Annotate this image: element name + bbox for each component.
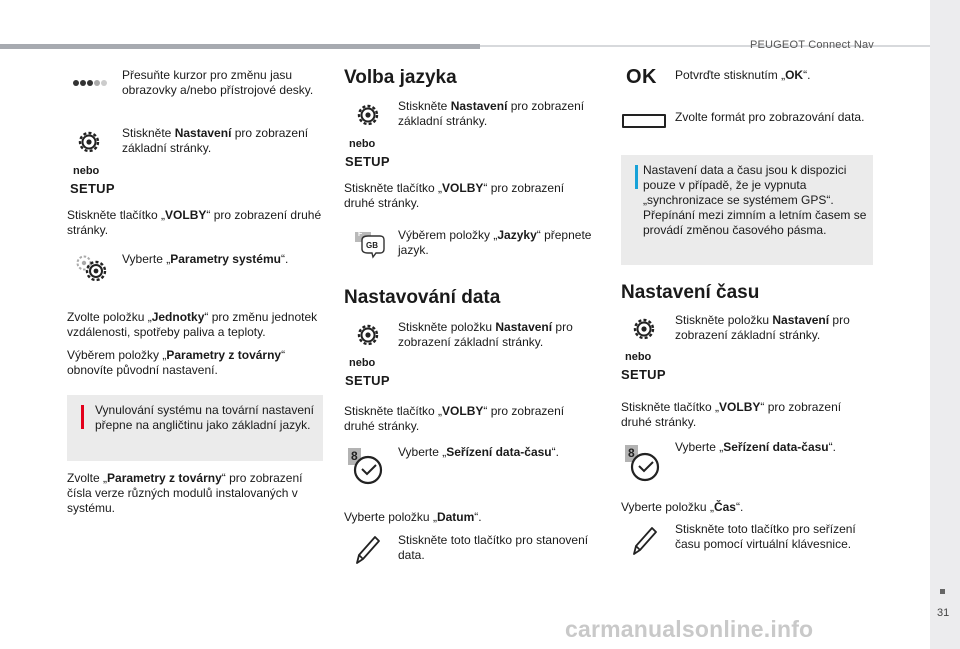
units-text: Zvolte položku „Jednotky“ pro změnu jednotek vzdálenosti, spotřeby paliva a teploty. [67,310,318,339]
language-flag-icon: F GB [352,228,386,260]
setup-button-label: SETUP [70,181,115,196]
settings-gear-icon [355,102,381,128]
settings-gear-icon [631,316,657,342]
move-cursor-text: Přesuňte kurzor pro změnu jasu obrazovky a/nebo přístrojové desky. [122,68,314,97]
nebo-label: nebo [625,351,652,363]
nebo-label: nebo [349,138,376,150]
press-volby-text: Stiskněte tlačítko „VOLBY“ pro zobrazení druhé stránky. [344,404,565,433]
press-volby-text: Stiskněte tlačítko „VOLBY“ pro zobrazení druhé stránky. [67,208,322,237]
info-note-text: Nastavení data a času jsou k dispozici pouze v případě, že je vypnuta „synchronizace se systémem GPS“. Přepínání mezi zimním a letním časem se provádí změnou časového pásma. [643,163,867,237]
select-time-text: Vyberte položku „Čas“. [621,500,744,514]
warning-note-text: Vynulování systému na tovární nastavení přepne na angličtinu jako základní jazyk. [95,403,315,432]
settings-gear-icon [355,322,381,348]
language-section-title: Volba jazyka [344,67,457,88]
setup-button-label: SETUP [345,373,390,388]
pencil-icon [353,533,381,567]
press-set-date-text: Stiskněte toto tlačítko pro stanovení data. [398,533,589,562]
press-settings-item-text: Stiskněte položku Nastavení pro zobrazení základní stránky. [675,313,850,342]
press-settings-text: Stiskněte Nastavení pro zobrazení základní stránky. [122,126,309,155]
page-number: 31 [937,607,950,619]
ok-button-icon: OK [626,66,657,88]
factory-reset-text: Výběrem položky „Parametry z továrny“ obnovíte původní nastavení. [67,348,286,377]
select-system-text: Vyberte „Parametry systému“. [122,252,289,266]
setup-button-label: SETUP [345,154,390,169]
pencil-icon [630,524,658,558]
choose-format-text: Zvolte formát pro zobrazování data. [675,110,865,124]
warning-note [67,395,323,461]
page-edge-strip [930,0,960,649]
select-date-text: Vyberte položku „Datum“. [344,510,482,524]
manual-title: PEUGEOT Connect Nav [749,39,874,51]
dots-icon [72,79,108,87]
info-icon [635,165,638,189]
format-selector-icon [622,114,666,128]
press-settings-item-text: Stiskněte položku Nastavení pro zobrazení základní stránky. [398,320,573,349]
versions-text: Zvolte „Parametry z továrny“ pro zobrazení čísla verze různých modulů instalovaných v systému. [67,471,303,515]
press-volby-text: Stiskněte tlačítko „VOLBY“ pro zobrazení druhé stránky. [621,400,842,429]
system-gears-icon [74,252,110,284]
info-note [621,155,873,265]
date-time-clock-icon: 8 [348,448,384,486]
date-section-title: Nastavování data [344,287,501,308]
settings-gear-icon [76,129,102,155]
page-marker [940,589,945,594]
press-settings-text: Stiskněte Nastavení pro zobrazení základní stránky. [398,99,585,128]
setup-button-label: SETUP [621,367,666,382]
nebo-label: nebo [349,357,376,369]
select-datetime-text: Vyberte „Seřízení data-času“. [675,440,836,454]
confirm-ok-text: Potvrďte stisknutím „OK“. [675,68,811,82]
warning-icon [81,405,84,429]
press-set-time-text: Stiskněte toto tlačítko pro seřízení času pomocí virtuální klávesnice. [675,522,856,551]
nebo-label: nebo [73,165,100,177]
select-datetime-text: Vyberte „Seřízení data-času“. [398,445,559,459]
watermark: carmanualsonline.info [565,616,814,642]
press-volby-text: Stiskněte tlačítko „VOLBY“ pro zobrazení druhé stránky. [344,181,565,210]
date-time-clock-icon: 8 [625,445,661,483]
header-bar [0,44,480,49]
languages-text: Výběrem položky „Jazyky“ přepnete jazyk. [398,228,592,257]
time-section-title: Nastavení času [621,282,760,303]
